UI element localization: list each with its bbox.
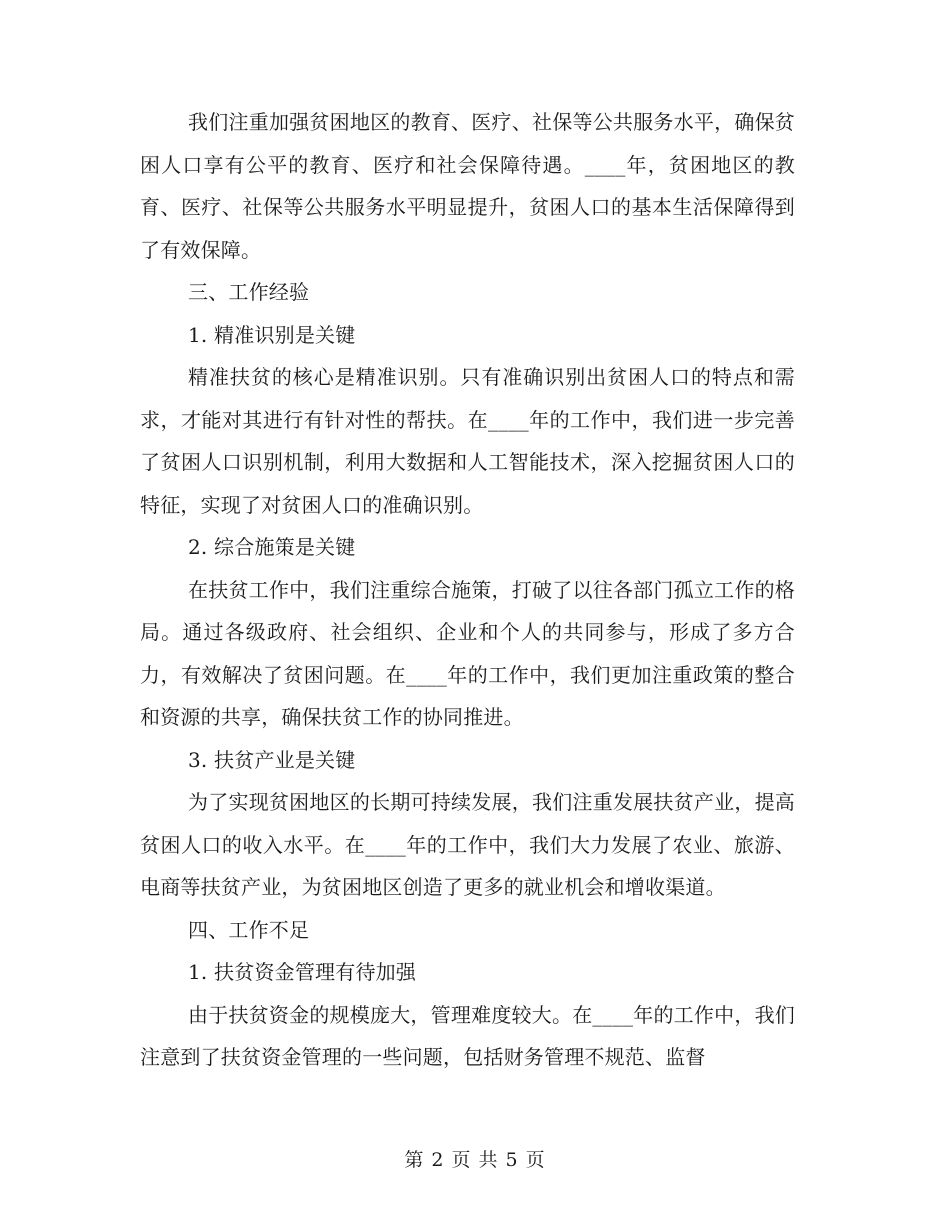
section-heading-shortcomings: 四、工作不足 [188,917,310,942]
section-heading-work-experience: 三、工作经验 [188,280,310,304]
subheading-fund-management: 1. 扶贫资金管理有待加强 [188,960,417,984]
subheading-comprehensive-measures: 2. 综合施策是关键 [188,535,356,559]
paragraph-poverty-industry: 为了实现贫困地区的长期可持续发展，我们注重发展扶贫产业，提高贫困人口的收入水平。在____年的工作中，我们大力发展了农业、旅游、电商等扶贫产业，为贫困地区创造了更多的就业机会和增收渠道。 [140,790,795,899]
paragraph-comprehensive-measures: 在扶贫工作中，我们注重综合施策，打破了以往各部门孤立工作的格局。通过各级政府、社会组织、企业和个人的共同参与，形成了多方合力，有效解决了贫困问题。在____年的工作中，我们更加注重政策的整合和资源的共享，确保扶贫工作的协同推进。 [140,577,795,729]
subheading-precise-identification: 1. 精准识别是关键 [188,322,356,347]
page-number-footer: 第 2 页 共 5 页 [404,1149,546,1171]
paragraph-fund-management: 由于扶贫资金的规模庞大，管理难度较大。在____年的工作中，我们注意到了扶贫资金管理的一些问题，包括财务管理不规范、监督 [140,1002,795,1069]
paragraph-precise-identification: 精准扶贫的核心是精准识别。只有准确识别出贫困人口的特点和需求，才能对其进行有针对性的帮扶。在____年的工作中，我们进一步完善了贫困人口识别机制，利用大数据和人工智能技术，深入挖掘贫困人口的特征，实现了对贫困人口的准确识别。 [140,365,795,517]
paragraph-public-services: 我们注重加强贫困地区的教育、医疗、社保等公共服务水平，确保贫困人口享有公平的教育、医疗和社会保障待遇。____年，贫困地区的教育、医疗、社保等公共服务水平明显提升，贫困人口的基本生活保障得到了有效保障。 [140,110,795,262]
document-body [140,101,795,1079]
subheading-poverty-industry: 3. 扶贫产业是关键 [188,747,356,772]
